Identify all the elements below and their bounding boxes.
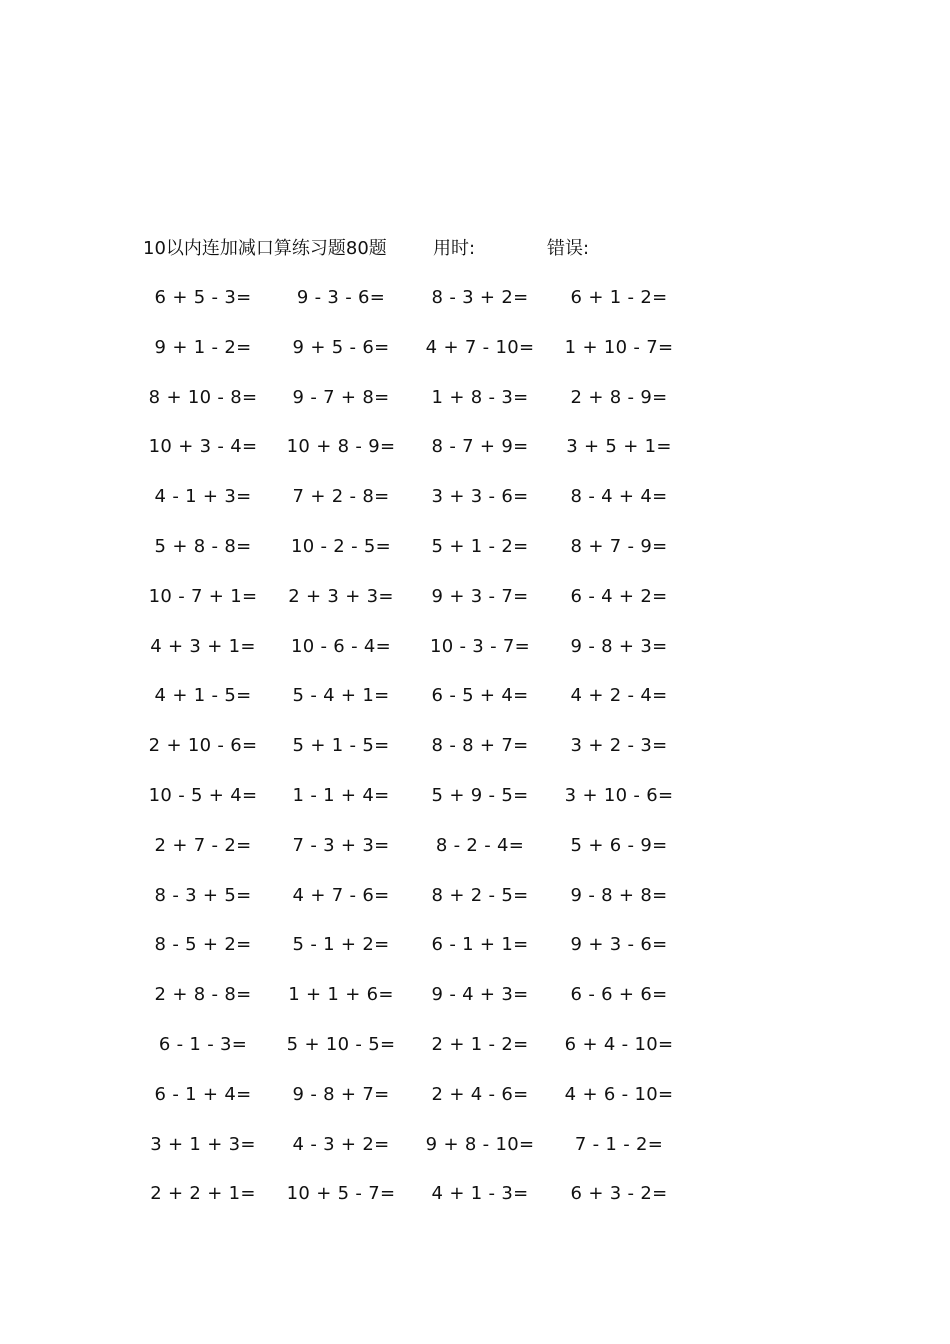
math-problem: 9 - 7 + 8= (292, 386, 390, 408)
math-problem: 6 + 1 - 2= (570, 287, 668, 308)
math-problem: 9 - 8 + 8= (570, 884, 668, 906)
math-problem: 3 + 3 - 6= (431, 486, 529, 508)
math-problem: 7 + 2 - 8= (292, 486, 390, 508)
problem-row (0, 632, 950, 682)
math-problem: 4 + 7 - 6= (292, 884, 390, 906)
problem-row (0, 532, 950, 582)
math-problem: 8 - 8 + 7= (431, 735, 529, 757)
math-problem: 5 - 1 + 2= (292, 934, 390, 956)
math-problem: 4 - 3 + 2= (292, 1133, 390, 1155)
math-problem: 10 - 5 + 4= (148, 784, 258, 806)
problem-row (0, 881, 950, 931)
math-problem: 8 - 7 + 9= (431, 436, 529, 458)
math-problem: 3 + 5 + 1= (566, 436, 672, 458)
math-problem: 9 + 3 - 7= (431, 585, 529, 607)
math-problem: 5 + 1 - 5= (292, 735, 390, 757)
math-problem: 8 + 10 - 8= (148, 386, 258, 408)
problem-row (0, 432, 950, 482)
math-problem: 1 + 8 - 3= (431, 386, 529, 408)
math-problem: 9 + 1 - 2= (154, 336, 252, 358)
math-problem: 4 + 6 - 10= (564, 1083, 674, 1105)
math-problem: 2 + 3 + 3= (288, 585, 394, 607)
math-problem: 9 - 8 + 3= (570, 635, 668, 657)
math-problem: 10 - 6 - 4= (290, 635, 392, 657)
problem-row (0, 1030, 950, 1080)
errors-label: 错误: (547, 238, 590, 259)
problem-row (0, 482, 950, 532)
math-problem: 1 - 1 + 4= (292, 784, 390, 806)
problem-row (0, 731, 950, 781)
problem-row (0, 1080, 950, 1130)
math-problem: 8 - 3 + 5= (154, 884, 252, 906)
math-problem: 2 + 7 - 2= (154, 834, 252, 856)
problem-row (0, 831, 950, 881)
problem-row (0, 980, 950, 1030)
math-problem: 6 - 1 + 1= (431, 934, 529, 956)
math-problem: 10 + 3 - 4= (148, 436, 258, 458)
math-problem: 9 + 3 - 6= (570, 934, 668, 956)
math-problem: 9 - 8 + 7= (292, 1083, 390, 1105)
math-problem: 10 - 3 - 7= (429, 635, 531, 657)
math-problem: 8 - 3 + 2= (431, 287, 529, 308)
math-problem: 4 + 2 - 4= (570, 685, 668, 707)
math-problem: 7 - 1 - 2= (574, 1133, 664, 1155)
math-problem: 10 - 2 - 5= (290, 535, 392, 557)
math-problem: 4 + 3 + 1= (150, 635, 256, 657)
problem-row (0, 383, 950, 433)
problem-row (0, 283, 950, 333)
math-problem: 6 - 4 + 2= (570, 585, 668, 607)
math-problem: 8 + 2 - 5= (431, 884, 529, 906)
math-problem: 1 + 1 + 6= (288, 984, 394, 1006)
math-problem: 6 - 1 + 4= (154, 1083, 252, 1105)
math-problem: 10 - 7 + 1= (148, 585, 258, 607)
math-problem: 6 - 6 + 6= (570, 984, 668, 1006)
math-problem: 2 + 8 - 9= (570, 386, 668, 408)
math-problem: 8 - 5 + 2= (154, 934, 252, 956)
math-problem: 8 + 7 - 9= (570, 535, 668, 557)
math-problem: 2 + 1 - 2= (431, 1033, 529, 1055)
math-problem: 5 + 9 - 5= (431, 784, 529, 806)
math-problem: 6 - 5 + 4= (431, 685, 529, 707)
problem-row (0, 681, 950, 731)
problem-row (0, 930, 950, 980)
math-problem: 9 - 4 + 3= (431, 984, 529, 1006)
math-problem: 2 + 8 - 8= (154, 984, 252, 1006)
math-problem: 8 - 4 + 4= (570, 486, 668, 508)
math-problem: 2 + 2 + 1= (150, 1183, 256, 1205)
math-problem: 2 + 4 - 6= (431, 1083, 529, 1105)
problem-row (0, 781, 950, 831)
math-problem: 4 + 1 - 3= (431, 1183, 529, 1205)
math-problem: 4 + 1 - 5= (154, 685, 252, 707)
problem-row (0, 333, 950, 383)
math-problem: 9 + 5 - 6= (292, 336, 390, 358)
math-problem: 5 + 10 - 5= (286, 1033, 396, 1055)
math-problem: 2 + 10 - 6= (148, 735, 258, 757)
time-used-label: 用时: (433, 238, 476, 259)
math-problem: 3 + 2 - 3= (570, 735, 668, 757)
problem-row (0, 1130, 950, 1180)
math-problem: 9 - 3 - 6= (296, 287, 386, 308)
math-problem: 10 + 5 - 7= (286, 1183, 396, 1205)
math-problem: 9 + 8 - 10= (425, 1133, 535, 1155)
problem-grid (0, 283, 950, 1229)
math-problem: 6 + 4 - 10= (564, 1033, 674, 1055)
math-problem: 6 - 1 - 3= (158, 1033, 248, 1055)
worksheet-title: 10以内连加减口算练习题80题 (143, 238, 387, 259)
math-problem: 4 + 7 - 10= (425, 336, 535, 358)
math-problem: 10 + 8 - 9= (286, 436, 396, 458)
problem-row (0, 582, 950, 632)
math-problem: 4 - 1 + 3= (154, 486, 252, 508)
math-problem: 6 + 3 - 2= (570, 1183, 668, 1205)
math-problem: 7 - 3 + 3= (292, 834, 390, 856)
math-problem: 3 + 1 + 3= (150, 1133, 256, 1155)
math-problem: 5 + 6 - 9= (570, 834, 668, 856)
math-problem: 8 - 2 - 4= (435, 834, 525, 856)
math-problem: 5 - 4 + 1= (292, 685, 390, 707)
math-problem: 5 + 1 - 2= (431, 535, 529, 557)
math-problem: 5 + 8 - 8= (154, 535, 252, 557)
math-problem: 1 + 10 - 7= (564, 336, 674, 358)
problem-row (0, 1179, 950, 1229)
math-problem: 3 + 10 - 6= (564, 784, 674, 806)
math-problem: 6 + 5 - 3= (154, 287, 252, 308)
